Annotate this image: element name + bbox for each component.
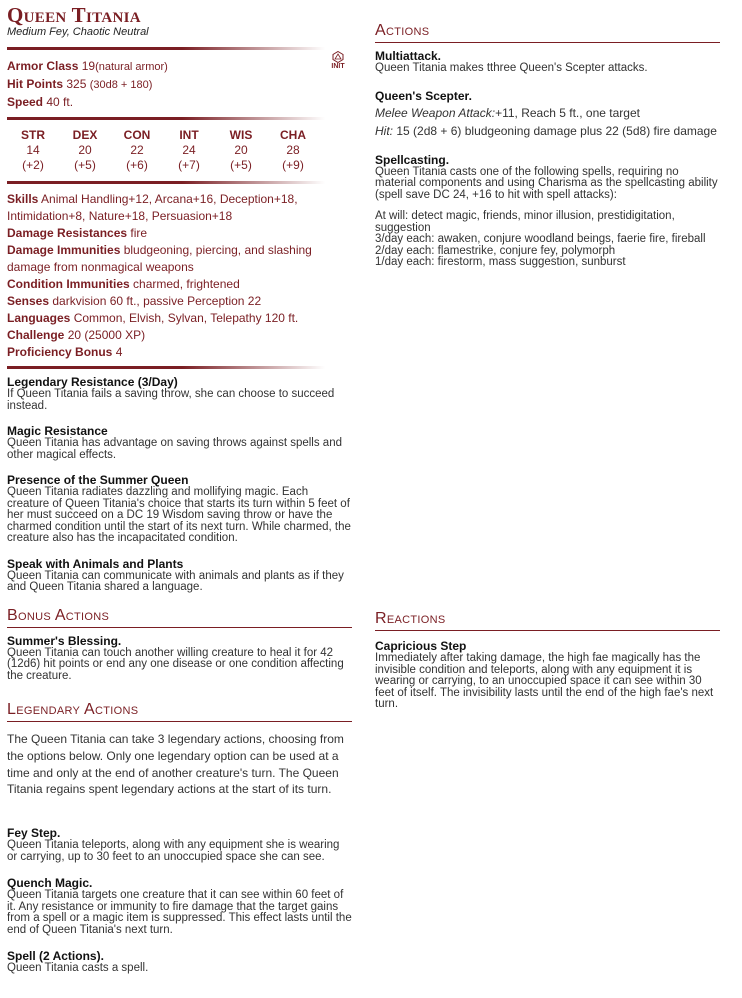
condition-immunities: Condition Immunities charmed, frightened <box>7 277 240 291</box>
legendary-spell: Spell (2 Actions). Queen Titania casts a spell. <box>7 949 149 975</box>
properties <box>7 191 352 361</box>
ability-str: STR 14 (+2) <box>21 128 45 172</box>
languages: Languages Common, Elvish, Sylvan, Telepathy 120 ft. <box>7 311 299 325</box>
legendary-fey-step: Fey Step. Queen Titania teleports, along with any equipment she is wearing or carrying, up to 30 feet to an unoccupied space she can see. <box>7 826 340 863</box>
proficiency-bonus: Proficiency Bonus 4 <box>7 345 123 359</box>
senses: Senses darkvision 60 ft., passive Perception 22 <box>7 294 262 308</box>
speed: Speed 40 ft. <box>7 95 74 109</box>
trait-magic-resistance: Magic Resistance Queen Titania has advantage on saving throws against spells and other magical effects. <box>7 424 342 461</box>
spell-2-day: 2/day each: flamestrike, conjure fey, polymorph <box>375 244 616 257</box>
spell-3-day: 3/day each: awaken, conjure woodland beings, faerie fire, fireball <box>375 233 706 245</box>
reaction-capricious-step: Capricious Step Immediately after taking damage, the high fae magically has the invisible condition and teleports, along with any equipment it is wearing or carrying, to an unoccupied space it can see within 30 feet of itself. The invisibility lasts until the end of the high fae's next turn. <box>375 639 714 710</box>
action-multiattack: Multiattack. Queen Titania makes tthree Queen's Scepter attacks. <box>375 49 648 74</box>
d20-icon <box>332 51 344 63</box>
bonus-actions-heading: Bonus Actions <box>7 607 352 628</box>
action-spellcasting: Spellcasting. Queen Titania casts one of the following spells, requiring no material components and using Charisma as the spellcasting ability (spell save DC 24, +16 to hit with spell attacks): At will: detect magic, friends, minor illusion, prestidigitation, suggestion 3/day each: awaken, conjure woodland beings, faerie fire, fireball 2/day each: flamestrike, conjure fey, polymorph 1/day each: firestorm, mass suggestion, sunburst <box>375 154 720 269</box>
stat-block-right-column <box>375 22 720 710</box>
damage-resistances: Damage Resistances fire <box>7 226 148 240</box>
initiative-button[interactable]: INIT <box>324 51 352 70</box>
bonus-summers-blessing: Summer's Blessing. Queen Titania can touch another willing creature to heal it for 42 (12d6) hit points or end any one disease or one condition affecting the creature. <box>7 633 344 682</box>
legendary-quench-magic: Quench Magic. Queen Titania targets one creature that it can see within 60 feet of it. Any resistance or immunity to fire damage that the target gains from a spell or a magic item is suppressed. This effect lasts until the end of Queen Titania's next turn. <box>7 876 352 936</box>
actions-heading: Actions <box>375 22 720 43</box>
monster-name: Queen Titania <box>7 3 141 27</box>
monster-meta: Medium Fey, Chaotic Neutral <box>7 26 149 38</box>
trait-presence-summer-queen: Presence of the Summer Queen Queen Titania radiates dazzling and mollifying magic. Each creature of Queen Titania's choice that starts its turn within 5 feet of her must succeed on a DC 19 Wisdom saving throw or have the charmed condition until the start of its next turn. While charmed, the creature also has the incapacitated condition. <box>7 473 351 544</box>
ability-int: INT 24 (+7) <box>178 128 200 172</box>
legendary-intro: The Queen Titania can take 3 legendary actions, choosing from the options below. Only one legendary option can be used at a time and only at the end of another creature's turn. The Queen Titania regains spent legendary actions at the start of its turn. <box>7 732 344 797</box>
damage-immunities: Damage Immunities bludgeoning, piercing, and slashing damage from nonmagical weapons <box>7 243 312 274</box>
skills: Skills Animal Handling+12, Arcana+16, Deception+18, Intimidation+8, Nature+18, Persuasion+18 <box>7 192 298 223</box>
trait-legendary-resistance: Legendary Resistance (3/Day) If Queen Titania fails a saving throw, she can choose to succeed instead. <box>7 375 335 412</box>
spell-1-day: 1/day each: firestorm, mass suggestion, sunburst <box>375 256 626 268</box>
divider <box>7 366 325 369</box>
action-queens-scepter: Queen's Scepter. Melee Weapon Attack:+11, Reach 5 ft., one target Hit: 15 (2d8 + 6) bludgeoning damage plus 22 (5d8) fire damage <box>375 88 717 138</box>
hit-points: Hit Points 325 (30d8 + 180) <box>7 77 153 91</box>
ability-scores <box>7 128 319 173</box>
ability-wis: WIS 20 (+5) <box>229 128 253 172</box>
challenge: Challenge 20 (25000 XP) <box>7 328 146 342</box>
divider <box>7 181 325 184</box>
stat-block-left-column <box>7 4 352 975</box>
reactions-heading: Reactions <box>375 610 720 631</box>
ability-con: CON 22 (+6) <box>123 128 151 172</box>
traits <box>7 376 352 594</box>
legendary-actions-heading: Legendary Actions <box>7 701 352 722</box>
trait-speak-with-animals: Speak with Animals and Plants Queen Titania can communicate with animals and plants as if they and Queen Titania shared a language. <box>7 556 344 593</box>
divider <box>7 117 325 120</box>
ability-cha: CHA 28 (+9) <box>280 128 306 172</box>
armor-class: Armor Class 19(natural armor) <box>7 59 168 73</box>
divider <box>7 47 325 50</box>
spell-at-will: At will: detect magic, friends, minor illusion, prestidigitation, suggestion <box>375 210 675 234</box>
ability-dex: DEX 20 (+5) <box>72 128 98 172</box>
